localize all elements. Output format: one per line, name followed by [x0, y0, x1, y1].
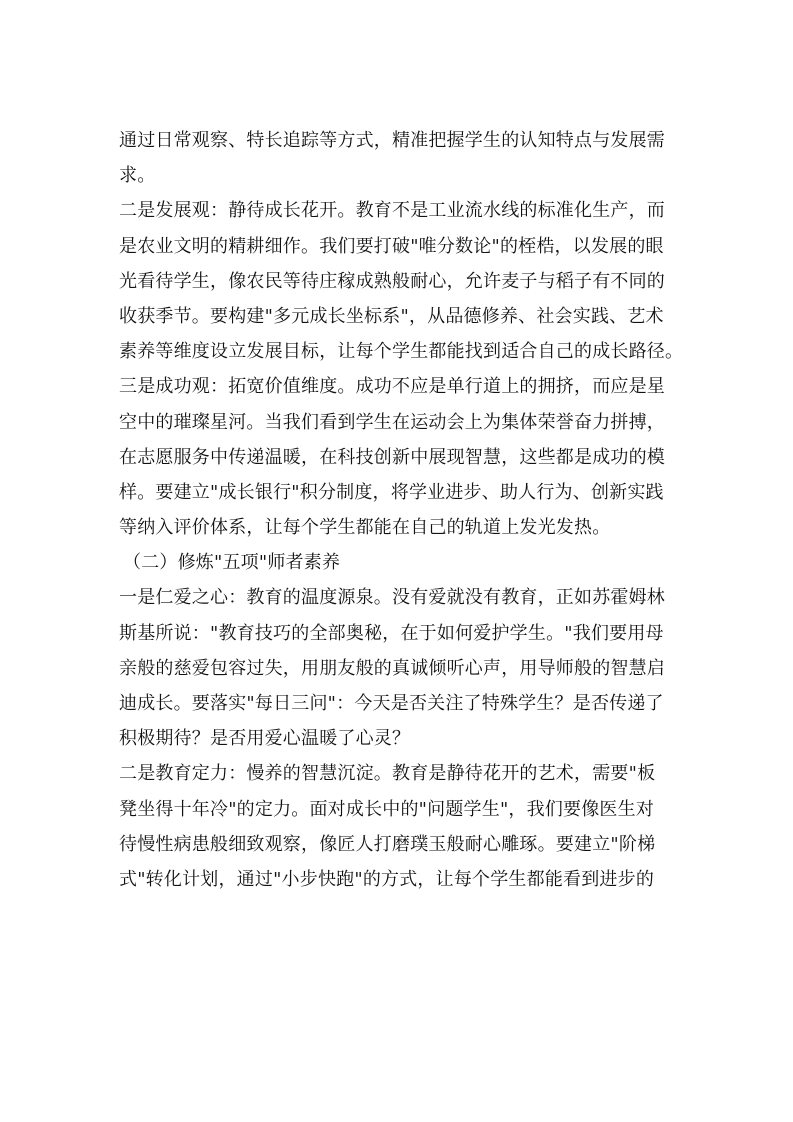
text-line: 迪成长。要落实"每日三问"：今天是否关注了特殊学生？是否传递了	[119, 693, 664, 714]
text-line: 等纳入评价体系，让每个学生都能在自己的轨道上发光发热。	[119, 517, 611, 539]
text-line: 积极期待？是否用爱心温暖了心灵？	[119, 728, 411, 750]
text-line: 收获季节。要构建"多元成长坐标系"，从品德修养、社会实践、艺术	[119, 305, 664, 327]
text-line: 在志愿服务中传递温暖，在科技创新中展现智慧，这些都是成功的模	[119, 446, 665, 468]
text-line: 三是成功观：拓宽价值维度。成功不应是单行道上的拥挤，而应是星	[119, 376, 665, 398]
text-line: 素养等维度设立发展目标，让每个学生都能找到适合自己的成长路径。	[119, 341, 684, 363]
text-line: 是农业文明的精耕细作。我们要打破"唯分数论"的桎梏，以发展的眼	[119, 235, 664, 257]
text-line: 式"转化计划，通过"小步快跑"的方式，让每个学生都能看到进步的	[119, 868, 655, 890]
text-line: 一是仁爱之心：教育的温度源泉。没有爱就没有教育，正如苏霍姆林	[119, 587, 665, 609]
text-line: 待慢性病患般细致观察，像匠人打磨璞玉般耐心雕琢。要建立"阶梯	[119, 833, 656, 855]
text-line: 斯基所说："教育技巧的全部奥秘，在于如何爱护学生。"我们要用母	[119, 622, 664, 644]
document-body	[119, 123, 689, 897]
section-heading: （二）修炼"五项"师者素养	[123, 552, 341, 574]
text-line: 亲般的慈爱包容过失，用朋友般的真诚倾听心声，用导师般的智慧启	[119, 657, 665, 679]
text-line: 二是发展观：静待成长花开。教育不是工业流水线的标准化生产，而	[119, 200, 665, 222]
text-line: 光看待学生，像农民等待庄稼成熟般耐心，允许麦子与稻子有不同的	[119, 270, 665, 292]
text-line: 求。	[119, 165, 156, 187]
text-line: 空中的璀璨星河。当我们看到学生在运动会上为集体荣誉奋力拼搏，	[119, 411, 665, 433]
text-line: 样。要建立"成长银行"积分制度，将学业进步、助人行为、创新实践	[119, 481, 664, 503]
text-line: 二是教育定力：慢养的智慧沉淀。教育是静待花开的艺术，需要"板	[119, 763, 656, 785]
text-line: 通过日常观察、特长追踪等方式，精准把握学生的认知特点与发展需	[119, 130, 665, 151]
text-line: 凳坐得十年冷"的定力。面对成长中的"问题学生"，我们要像医生对	[119, 798, 655, 820]
